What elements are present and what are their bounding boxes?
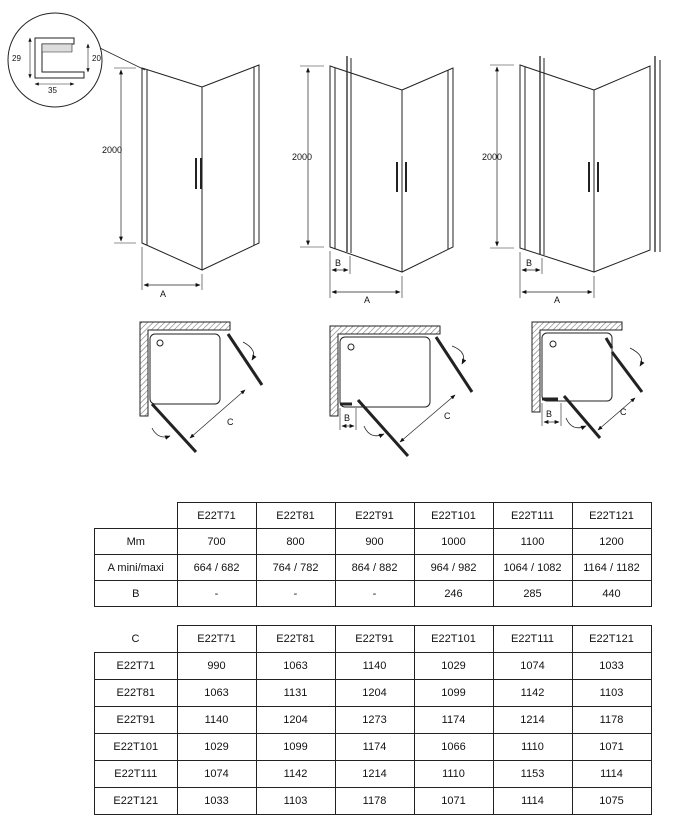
table-cell: 1178 — [335, 788, 414, 815]
table-cell: 1131 — [256, 680, 335, 707]
table-cell: 1074 — [177, 761, 256, 788]
table-cell: - — [256, 581, 335, 607]
table-cell: 1099 — [256, 734, 335, 761]
column-header: E22T91 — [335, 503, 414, 529]
row-label: Mm — [95, 529, 178, 555]
column-header: E22T101 — [414, 626, 493, 653]
table-cell: 1074 — [493, 653, 572, 680]
elevation-3-a: A — [554, 295, 561, 305]
elevation-2-b: B — [335, 258, 342, 268]
table-cell: 764 / 782 — [256, 555, 335, 581]
column-header: E22T111 — [493, 626, 572, 653]
table-cell: 1142 — [493, 680, 572, 707]
profile-height-label: 29 — [12, 54, 21, 63]
table-cell: 900 — [335, 529, 414, 555]
table-cell: 1174 — [335, 734, 414, 761]
table-cell: 1064 / 1082 — [493, 555, 572, 581]
plan-2-b: B — [344, 413, 351, 423]
row-label: B — [95, 581, 178, 607]
table-cell: 1174 — [414, 707, 493, 734]
column-header: E22T81 — [256, 503, 335, 529]
diagonal-c-table — [94, 625, 652, 815]
plan-3-b: B — [546, 409, 553, 419]
table-row — [95, 581, 652, 607]
row-label: E22T71 — [95, 653, 178, 680]
plan-2-c: C — [444, 411, 451, 421]
table-cell: 285 — [493, 581, 572, 607]
table-cell: 1033 — [177, 788, 256, 815]
table-cell: 440 — [572, 581, 651, 607]
profile-width-label: 35 — [48, 86, 57, 95]
plan-3-c: C — [620, 407, 627, 417]
table-cell: 1114 — [493, 788, 572, 815]
table-cell: 700 — [177, 529, 256, 555]
elevation-2-height: 2000 — [292, 152, 313, 162]
table-cell: 1204 — [256, 707, 335, 734]
table-row — [95, 555, 652, 581]
elevation-e22t101-111 — [300, 56, 453, 298]
profile-inner-label: 20 — [92, 54, 101, 63]
table-cell: 1029 — [177, 734, 256, 761]
table-cell: 1200 — [572, 529, 651, 555]
row-label: A mini/maxi — [95, 555, 178, 581]
table-cell: 1114 — [572, 761, 651, 788]
plan-view-3 — [532, 322, 642, 438]
table-cell: 1140 — [335, 653, 414, 680]
table-cell: 246 — [414, 581, 493, 607]
table-row — [95, 734, 652, 761]
table-cell: 1214 — [335, 761, 414, 788]
table-cell: 800 — [256, 529, 335, 555]
table-cell: 1063 — [177, 680, 256, 707]
table-corner — [95, 503, 178, 529]
row-label: E22T91 — [95, 707, 178, 734]
table-cell: 1100 — [493, 529, 572, 555]
column-header: E22T121 — [572, 503, 651, 529]
row-label: E22T81 — [95, 680, 178, 707]
table-cell: 1110 — [414, 761, 493, 788]
table-cell: 964 / 982 — [414, 555, 493, 581]
table-corner-label: C — [131, 632, 140, 645]
table-cell: 864 / 882 — [335, 555, 414, 581]
table-cell: 1033 — [572, 653, 651, 680]
row-label: E22T101 — [95, 734, 178, 761]
table-cell: 1214 — [493, 707, 572, 734]
elevation-1-a: A — [160, 289, 167, 299]
table-cell: 664 / 682 — [177, 555, 256, 581]
table-cell: 1273 — [335, 707, 414, 734]
dimensions-table — [94, 502, 652, 607]
table-row — [95, 680, 652, 707]
table-cell: 1142 — [256, 761, 335, 788]
table-cell: 1075 — [572, 788, 651, 815]
plan-view-1 — [140, 322, 262, 452]
table-cell: 1140 — [177, 707, 256, 734]
column-header: E22T91 — [335, 626, 414, 653]
table-cell: 1071 — [414, 788, 493, 815]
table-row — [95, 653, 652, 680]
table-cell: 1099 — [414, 680, 493, 707]
table-cell: 1204 — [335, 680, 414, 707]
column-header: E22T81 — [256, 626, 335, 653]
profile-detail — [8, 13, 145, 107]
table-header-row — [95, 503, 652, 529]
table-header-row — [95, 626, 652, 653]
row-label: E22T111 — [95, 761, 178, 788]
table-cell: - — [335, 581, 414, 607]
plan-1-c: C — [227, 417, 234, 427]
row-label: E22T121 — [95, 788, 178, 815]
table-row — [95, 707, 652, 734]
column-header: E22T71 — [177, 626, 256, 653]
table-cell: 1153 — [493, 761, 572, 788]
table-cell: 1178 — [572, 707, 651, 734]
table-cell: 1063 — [256, 653, 335, 680]
elevation-3-height: 2000 — [482, 152, 503, 162]
elevation-e22t71-91 — [114, 65, 259, 290]
table-cell: 1000 — [414, 529, 493, 555]
table-cell: 1164 / 1182 — [572, 555, 651, 581]
table-row — [95, 761, 652, 788]
table-cell: 1066 — [414, 734, 493, 761]
table-cell: 1071 — [572, 734, 651, 761]
table-row — [95, 529, 652, 555]
column-header: E22T101 — [414, 503, 493, 529]
column-header: E22T121 — [572, 626, 651, 653]
table-cell: 1103 — [572, 680, 651, 707]
elevation-2-a: A — [364, 295, 371, 305]
column-header: E22T71 — [177, 503, 256, 529]
column-header: E22T111 — [493, 503, 572, 529]
plan-view-2 — [330, 326, 472, 456]
table-cell: 990 — [177, 653, 256, 680]
table-row — [95, 788, 652, 815]
table-cell: 1029 — [414, 653, 493, 680]
table-cell: 1103 — [256, 788, 335, 815]
elevation-e22t121 — [490, 56, 660, 298]
elevation-3-b: B — [526, 258, 533, 268]
elevation-1-height: 2000 — [102, 145, 123, 155]
table-cell: 1110 — [493, 734, 572, 761]
table-cell: - — [177, 581, 256, 607]
